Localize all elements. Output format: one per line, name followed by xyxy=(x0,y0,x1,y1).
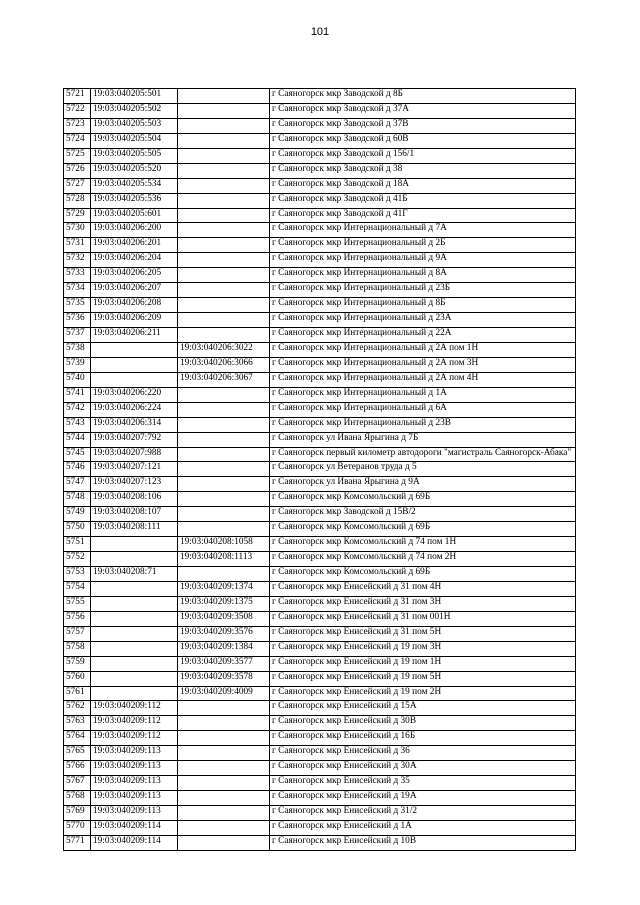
address-cell: г Саяногорск мкр Енисейский д 15А xyxy=(270,701,576,716)
row-number-cell: 5722 xyxy=(64,103,91,118)
address-cell: г Саяногорск мкр Енисейский д 10В xyxy=(270,835,576,850)
premises-cadastral-number-cell: 19:03:040208:1058 xyxy=(178,537,270,552)
row-number-cell: 5735 xyxy=(64,298,91,313)
table-row xyxy=(64,298,576,313)
address-cell: г Саяногорск мкр Енисейский д 19 пом 3Н xyxy=(270,641,576,656)
table-row xyxy=(64,357,576,372)
table-row xyxy=(64,462,576,477)
cadastral-number-cell: 19:03:040209:112 xyxy=(91,716,178,731)
address-cell: г Саяногорск мкр Енисейский д 19 пом 1Н xyxy=(270,656,576,671)
cadastral-number-cell: 19:03:040209:114 xyxy=(91,835,178,850)
premises-cadastral-number-cell xyxy=(178,298,270,313)
cadastral-number-cell: 19:03:040208:71 xyxy=(91,567,178,582)
premises-cadastral-number-cell: 19:03:040206:3066 xyxy=(178,357,270,372)
cadastral-number-cell xyxy=(91,357,178,372)
premises-cadastral-number-cell: 19:03:040206:3067 xyxy=(178,372,270,387)
row-number-cell: 5763 xyxy=(64,716,91,731)
table-row xyxy=(64,686,576,701)
table-row xyxy=(64,791,576,806)
address-cell: г Саяногорск мкр Енисейский д 19 пом 5Н xyxy=(270,671,576,686)
cadastral-number-cell: 19:03:040207:988 xyxy=(91,447,178,462)
row-number-cell: 5770 xyxy=(64,820,91,835)
table-row xyxy=(64,163,576,178)
premises-cadastral-number-cell: 19:03:040206:3022 xyxy=(178,342,270,357)
cadastral-number-cell: 19:03:040206:207 xyxy=(91,283,178,298)
row-number-cell: 5741 xyxy=(64,387,91,402)
premises-cadastral-number-cell xyxy=(178,731,270,746)
premises-cadastral-number-cell xyxy=(178,118,270,133)
row-number-cell: 5721 xyxy=(64,89,91,104)
table-row xyxy=(64,656,576,671)
address-cell: г Саяногорск мкр Комсомольский д 74 пом 2Н xyxy=(270,552,576,567)
premises-cadastral-number-cell xyxy=(178,253,270,268)
premises-cadastral-number-cell xyxy=(178,178,270,193)
table-row xyxy=(64,567,576,582)
row-number-cell: 5759 xyxy=(64,656,91,671)
cadastral-number-cell: 19:03:040205:536 xyxy=(91,193,178,208)
table-row xyxy=(64,178,576,193)
table-row xyxy=(64,283,576,298)
premises-cadastral-number-cell xyxy=(178,820,270,835)
address-cell: г Саяногорск мкр Комсомольский д 69Б xyxy=(270,522,576,537)
address-cell: г Саяногорск мкр Заводской д 41Г xyxy=(270,208,576,223)
cadastral-number-cell xyxy=(91,686,178,701)
premises-cadastral-number-cell xyxy=(178,477,270,492)
row-number-cell: 5737 xyxy=(64,328,91,343)
table-row xyxy=(64,328,576,343)
cadastral-number-cell: 19:03:040208:111 xyxy=(91,522,178,537)
address-cell: г Саяногорск мкр Заводской д 60В xyxy=(270,133,576,148)
cadastral-number-cell: 19:03:040206:201 xyxy=(91,238,178,253)
table-row xyxy=(64,701,576,716)
table-row xyxy=(64,596,576,611)
cadastral-number-cell: 19:03:040205:503 xyxy=(91,118,178,133)
table-row xyxy=(64,537,576,552)
row-number-cell: 5728 xyxy=(64,193,91,208)
address-cell: г Саяногорск мкр Енисейский д 31 пом 001Н xyxy=(270,611,576,626)
table-row xyxy=(64,492,576,507)
address-cell: г Саяногорск ул Ветеранов труда д 5 xyxy=(270,462,576,477)
premises-cadastral-number-cell xyxy=(178,716,270,731)
cadastral-number-cell xyxy=(91,372,178,387)
table-row xyxy=(64,731,576,746)
row-number-cell: 5725 xyxy=(64,148,91,163)
premises-cadastral-number-cell xyxy=(178,522,270,537)
cadastral-number-cell xyxy=(91,596,178,611)
row-number-cell: 5767 xyxy=(64,776,91,791)
row-number-cell: 5733 xyxy=(64,268,91,283)
registry-table xyxy=(63,88,576,851)
row-number-cell: 5750 xyxy=(64,522,91,537)
address-cell: г Саяногорск первый километр автодороги "магистраль Саяногорск-Абака" xyxy=(270,447,576,462)
cadastral-number-cell: 19:03:040209:113 xyxy=(91,776,178,791)
cadastral-number-cell: 19:03:040208:107 xyxy=(91,507,178,522)
premises-cadastral-number-cell xyxy=(178,193,270,208)
cadastral-number-cell xyxy=(91,641,178,656)
premises-cadastral-number-cell xyxy=(178,313,270,328)
table-row xyxy=(64,507,576,522)
table-row xyxy=(64,477,576,492)
address-cell: г Саяногорск мкр Заводской д 18А xyxy=(270,178,576,193)
table-row xyxy=(64,716,576,731)
address-cell: г Саяногорск мкр Енисейский д 19А xyxy=(270,791,576,806)
table-row xyxy=(64,342,576,357)
address-cell: г Саяногорск мкр Комсомольский д 74 пом 1Н xyxy=(270,537,576,552)
table-row xyxy=(64,820,576,835)
cadastral-number-cell xyxy=(91,656,178,671)
premises-cadastral-number-cell xyxy=(178,417,270,432)
premises-cadastral-number-cell xyxy=(178,133,270,148)
row-number-cell: 5751 xyxy=(64,537,91,552)
table-row xyxy=(64,761,576,776)
table-row xyxy=(64,626,576,641)
premises-cadastral-number-cell xyxy=(178,402,270,417)
table-row xyxy=(64,372,576,387)
address-cell: г Саяногорск мкр Заводской д 37А xyxy=(270,103,576,118)
premises-cadastral-number-cell xyxy=(178,103,270,118)
cadastral-number-cell xyxy=(91,537,178,552)
row-number-cell: 5752 xyxy=(64,552,91,567)
address-cell: г Саяногорск мкр Енисейский д 35 xyxy=(270,776,576,791)
cadastral-number-cell: 19:03:040205:502 xyxy=(91,103,178,118)
address-cell: г Саяногорск мкр Интернациональный д 23А xyxy=(270,313,576,328)
table-row xyxy=(64,133,576,148)
premises-cadastral-number-cell xyxy=(178,283,270,298)
address-cell: г Саяногорск мкр Интернациональный д 23В xyxy=(270,417,576,432)
premises-cadastral-number-cell xyxy=(178,746,270,761)
cadastral-number-cell: 19:03:040206:204 xyxy=(91,253,178,268)
address-cell: г Саяногорск мкр Енисейский д 1А xyxy=(270,820,576,835)
address-cell: г Саяногорск мкр Енисейский д 30В xyxy=(270,716,576,731)
cadastral-number-cell: 19:03:040209:113 xyxy=(91,746,178,761)
address-cell: г Саяногорск ул Ивана Ярыгина д 7Б xyxy=(270,432,576,447)
table-row xyxy=(64,611,576,626)
row-number-cell: 5723 xyxy=(64,118,91,133)
address-cell: г Саяногорск мкр Енисейский д 31/2 xyxy=(270,806,576,821)
row-number-cell: 5761 xyxy=(64,686,91,701)
row-number-cell: 5727 xyxy=(64,178,91,193)
address-cell: г Саяногорск мкр Интернациональный д 8Б xyxy=(270,298,576,313)
premises-cadastral-number-cell: 19:03:040209:3508 xyxy=(178,611,270,626)
premises-cadastral-number-cell xyxy=(178,761,270,776)
address-cell: г Саяногорск мкр Интернациональный д 2А пом 4Н xyxy=(270,372,576,387)
premises-cadastral-number-cell xyxy=(178,223,270,238)
address-cell: г Саяногорск мкр Заводской д 8Б xyxy=(270,89,576,104)
row-number-cell: 5760 xyxy=(64,671,91,686)
premises-cadastral-number-cell xyxy=(178,208,270,223)
cadastral-number-cell: 19:03:040207:123 xyxy=(91,477,178,492)
premises-cadastral-number-cell xyxy=(178,238,270,253)
cadastral-number-cell: 19:03:040206:200 xyxy=(91,223,178,238)
table-row xyxy=(64,208,576,223)
cadastral-number-cell xyxy=(91,581,178,596)
premises-cadastral-number-cell xyxy=(178,835,270,850)
premises-cadastral-number-cell: 19:03:040209:1375 xyxy=(178,596,270,611)
premises-cadastral-number-cell xyxy=(178,328,270,343)
row-number-cell: 5744 xyxy=(64,432,91,447)
cadastral-number-cell: 19:03:040207:121 xyxy=(91,462,178,477)
premises-cadastral-number-cell xyxy=(178,387,270,402)
cadastral-number-cell: 19:03:040206:220 xyxy=(91,387,178,402)
cadastral-number-cell: 19:03:040205:501 xyxy=(91,89,178,104)
row-number-cell: 5745 xyxy=(64,447,91,462)
row-number-cell: 5764 xyxy=(64,731,91,746)
address-cell: г Саяногорск мкр Енисейский д 31 пом 4Н xyxy=(270,581,576,596)
address-cell: г Саяногорск мкр Енисейский д 19 пом 2Н xyxy=(270,686,576,701)
table-row xyxy=(64,671,576,686)
table-row xyxy=(64,806,576,821)
row-number-cell: 5736 xyxy=(64,313,91,328)
row-number-cell: 5738 xyxy=(64,342,91,357)
cadastral-number-cell: 19:03:040206:211 xyxy=(91,328,178,343)
row-number-cell: 5726 xyxy=(64,163,91,178)
row-number-cell: 5754 xyxy=(64,581,91,596)
premises-cadastral-number-cell xyxy=(178,462,270,477)
address-cell: г Саяногорск мкр Интернациональный д 8А xyxy=(270,268,576,283)
table-row xyxy=(64,417,576,432)
table-row xyxy=(64,746,576,761)
cadastral-number-cell: 19:03:040209:114 xyxy=(91,820,178,835)
premises-cadastral-number-cell xyxy=(178,507,270,522)
premises-cadastral-number-cell xyxy=(178,89,270,104)
premises-cadastral-number-cell xyxy=(178,492,270,507)
address-cell: г Саяногорск ул Ивана Ярыгина д 9А xyxy=(270,477,576,492)
cadastral-number-cell: 19:03:040209:112 xyxy=(91,731,178,746)
table-row xyxy=(64,641,576,656)
premises-cadastral-number-cell xyxy=(178,148,270,163)
row-number-cell: 5766 xyxy=(64,761,91,776)
address-cell: г Саяногорск мкр Енисейский д 16Б xyxy=(270,731,576,746)
row-number-cell: 5746 xyxy=(64,462,91,477)
premises-cadastral-number-cell: 19:03:040209:1384 xyxy=(178,641,270,656)
address-cell: г Саяногорск мкр Енисейский д 31 пом 5Н xyxy=(270,626,576,641)
premises-cadastral-number-cell xyxy=(178,432,270,447)
cadastral-number-cell: 19:03:040209:113 xyxy=(91,761,178,776)
row-number-cell: 5758 xyxy=(64,641,91,656)
row-number-cell: 5729 xyxy=(64,208,91,223)
premises-cadastral-number-cell xyxy=(178,701,270,716)
cadastral-number-cell: 19:03:040206:314 xyxy=(91,417,178,432)
premises-cadastral-number-cell xyxy=(178,776,270,791)
row-number-cell: 5749 xyxy=(64,507,91,522)
address-cell: г Саяногорск мкр Интернациональный д 23Б xyxy=(270,283,576,298)
table-row xyxy=(64,387,576,402)
table-row xyxy=(64,223,576,238)
address-cell: г Саяногорск мкр Интернациональный д 2А пом 3Н xyxy=(270,357,576,372)
cadastral-number-cell: 19:03:040205:601 xyxy=(91,208,178,223)
cadastral-number-cell: 19:03:040206:224 xyxy=(91,402,178,417)
cadastral-number-cell: 19:03:040206:208 xyxy=(91,298,178,313)
cadastral-number-cell: 19:03:040209:113 xyxy=(91,806,178,821)
cadastral-number-cell xyxy=(91,552,178,567)
address-cell: г Саяногорск мкр Интернациональный д 2А пом 1Н xyxy=(270,342,576,357)
page-number: 101 xyxy=(310,26,330,38)
premises-cadastral-number-cell xyxy=(178,163,270,178)
row-number-cell: 5742 xyxy=(64,402,91,417)
row-number-cell: 5730 xyxy=(64,223,91,238)
premises-cadastral-number-cell: 19:03:040209:3578 xyxy=(178,671,270,686)
address-cell: г Саяногорск мкр Енисейский д 36 xyxy=(270,746,576,761)
table-row xyxy=(64,581,576,596)
cadastral-number-cell: 19:03:040207:792 xyxy=(91,432,178,447)
cadastral-number-cell xyxy=(91,626,178,641)
table-row xyxy=(64,103,576,118)
cadastral-number-cell: 19:03:040205:505 xyxy=(91,148,178,163)
premises-cadastral-number-cell xyxy=(178,791,270,806)
cadastral-number-cell: 19:03:040205:534 xyxy=(91,178,178,193)
row-number-cell: 5731 xyxy=(64,238,91,253)
row-number-cell: 5753 xyxy=(64,567,91,582)
premises-cadastral-number-cell: 19:03:040209:1374 xyxy=(178,581,270,596)
row-number-cell: 5762 xyxy=(64,701,91,716)
registry-body xyxy=(64,89,576,851)
cadastral-number-cell: 19:03:040209:113 xyxy=(91,791,178,806)
row-number-cell: 5765 xyxy=(64,746,91,761)
row-number-cell: 5755 xyxy=(64,596,91,611)
premises-cadastral-number-cell xyxy=(178,268,270,283)
row-number-cell: 5724 xyxy=(64,133,91,148)
cadastral-number-cell: 19:03:040206:209 xyxy=(91,313,178,328)
table-row xyxy=(64,118,576,133)
address-cell: г Саяногорск мкр Заводской д 37В xyxy=(270,118,576,133)
cadastral-number-cell: 19:03:040208:106 xyxy=(91,492,178,507)
cadastral-number-cell xyxy=(91,611,178,626)
premises-cadastral-number-cell xyxy=(178,567,270,582)
address-cell: г Саяногорск мкр Интернациональный д 1А xyxy=(270,387,576,402)
table-row xyxy=(64,253,576,268)
address-cell: г Саяногорск мкр Комсомольский д 69Б xyxy=(270,567,576,582)
table-row xyxy=(64,148,576,163)
cadastral-number-cell: 19:03:040206:205 xyxy=(91,268,178,283)
address-cell: г Саяногорск мкр Интернациональный д 2Б xyxy=(270,238,576,253)
row-number-cell: 5747 xyxy=(64,477,91,492)
row-number-cell: 5740 xyxy=(64,372,91,387)
address-cell: г Саяногорск мкр Енисейский д 30А xyxy=(270,761,576,776)
premises-cadastral-number-cell xyxy=(178,447,270,462)
cadastral-number-cell: 19:03:040205:520 xyxy=(91,163,178,178)
table-row xyxy=(64,447,576,462)
address-cell: г Саяногорск мкр Интернациональный д 9А xyxy=(270,253,576,268)
address-cell: г Саяногорск мкр Интернациональный д 6А xyxy=(270,402,576,417)
row-number-cell: 5739 xyxy=(64,357,91,372)
address-cell: г Саяногорск мкр Интернациональный д 22А xyxy=(270,328,576,343)
premises-cadastral-number-cell xyxy=(178,806,270,821)
address-cell: г Саяногорск мкр Комсомольский д 69Б xyxy=(270,492,576,507)
table-row xyxy=(64,835,576,850)
row-number-cell: 5769 xyxy=(64,806,91,821)
table-row xyxy=(64,268,576,283)
address-cell: г Саяногорск мкр Заводской д 41Б xyxy=(270,193,576,208)
cadastral-number-cell xyxy=(91,671,178,686)
address-cell: г Саяногорск мкр Заводской д 15В/2 xyxy=(270,507,576,522)
premises-cadastral-number-cell: 19:03:040209:3576 xyxy=(178,626,270,641)
address-cell: г Саяногорск мкр Заводской д 38 xyxy=(270,163,576,178)
table-row xyxy=(64,313,576,328)
row-number-cell: 5748 xyxy=(64,492,91,507)
row-number-cell: 5768 xyxy=(64,791,91,806)
table-row xyxy=(64,432,576,447)
row-number-cell: 5771 xyxy=(64,835,91,850)
cadastral-number-cell: 19:03:040209:112 xyxy=(91,701,178,716)
cadastral-number-cell: 19:03:040205:504 xyxy=(91,133,178,148)
row-number-cell: 5756 xyxy=(64,611,91,626)
premises-cadastral-number-cell: 19:03:040209:3577 xyxy=(178,656,270,671)
row-number-cell: 5757 xyxy=(64,626,91,641)
address-cell: г Саяногорск мкр Интернациональный д 7А xyxy=(270,223,576,238)
table-row xyxy=(64,193,576,208)
table-row xyxy=(64,776,576,791)
table-row xyxy=(64,89,576,104)
address-cell: г Саяногорск мкр Енисейский д 31 пом 3Н xyxy=(270,596,576,611)
table-row xyxy=(64,402,576,417)
table-row xyxy=(64,552,576,567)
premises-cadastral-number-cell: 19:03:040209:4009 xyxy=(178,686,270,701)
premises-cadastral-number-cell: 19:03:040208:1113 xyxy=(178,552,270,567)
row-number-cell: 5743 xyxy=(64,417,91,432)
table-row xyxy=(64,238,576,253)
cadastral-number-cell xyxy=(91,342,178,357)
table-row xyxy=(64,522,576,537)
row-number-cell: 5732 xyxy=(64,253,91,268)
row-number-cell: 5734 xyxy=(64,283,91,298)
address-cell: г Саяногорск мкр Заводской д 156/1 xyxy=(270,148,576,163)
